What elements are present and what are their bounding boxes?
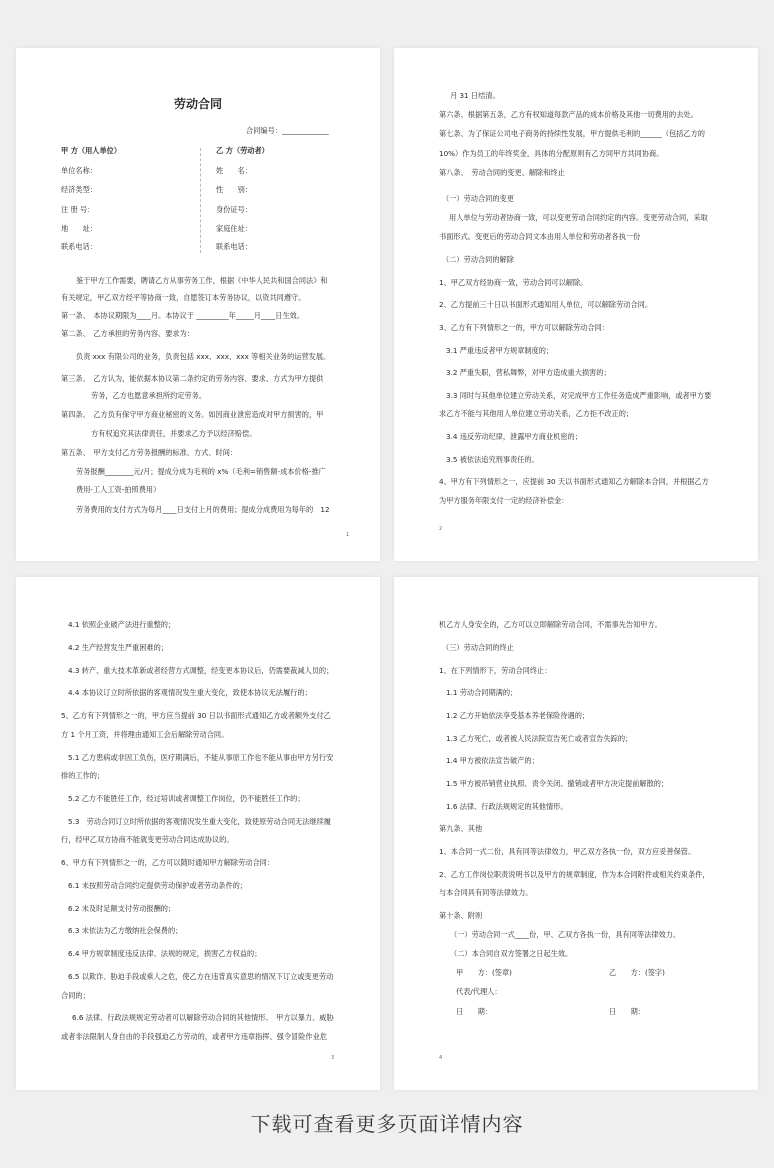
text-line: 6、甲方有下列情形之一的，乙方可以随时通知甲方解除劳动合同：	[61, 858, 275, 867]
text-line: 劳务报酬________元/月；提成分成为毛利的 x%（毛利=销售额-成本价格-推广	[76, 467, 326, 476]
text-line: 经济类型：	[61, 185, 97, 194]
text-line: 第二条、 乙方承担的劳务内容、要求为：	[61, 329, 194, 338]
text-line: 1.2 乙方开始依法享受基本养老保险待遇的；	[446, 711, 590, 720]
text-line: 甲 方（用人单位）	[61, 146, 122, 155]
text-line: 甲 方：(签章)	[456, 968, 512, 977]
text-line: 1.5 甲方被吊销营业执照、责令关闭、撤销或者甲方决定提前解散的；	[446, 779, 669, 788]
text-line: 乙 方（劳动者）	[216, 146, 269, 155]
text-line: 3、乙方有下列情形之一的，甲方可以解除劳动合同：	[439, 323, 609, 332]
text-line: 机乙方人身安全的，乙方可以立即解除劳动合同，不需事先告知甲方。	[439, 620, 662, 629]
text-line: 合同的；	[61, 991, 90, 1000]
text-line: 1.4 甲方被依法宣告破产的；	[446, 756, 539, 765]
text-line: 方有权追究其法律责任，并要求乙方予以经济赔偿。	[91, 429, 257, 438]
text-line: 3.5 被依法追究刑事责任的。	[446, 455, 539, 464]
text-line: 1、本合同一式二份，具有同等法律效力，甲乙双方各执一份，双方应妥善保管。	[439, 847, 696, 856]
text-line: 5.2 乙方不能胜任工作，经过培训或者调整工作岗位，仍不能胜任工作的；	[68, 794, 305, 803]
text-line: 日 期：	[456, 1007, 492, 1016]
text-line: 劳务，乙方也愿意承担所约定劳务。	[91, 391, 207, 400]
text-line: 1.3 乙方死亡，或者被人民法院宣告死亡或者宣告失踪的；	[446, 734, 633, 743]
text-line: 第十条、附则	[439, 911, 483, 920]
text-line: 负责 xxx 有限公司的业务，负责包括 xxx、xxx、xxx 等相关业务的运营发展。	[76, 352, 331, 361]
text-line: 第五条、 甲方支付乙方劳务报酬的标准、方式、时间：	[61, 448, 238, 457]
text-line: 3.1 严重违反者甲方规章制度的；	[446, 346, 554, 355]
text-line: 10%）作为员工的年终奖金，具体的分配原则有乙方同甲方共同协商。	[439, 149, 664, 158]
page-number: 1	[346, 532, 350, 538]
document-page-2	[394, 48, 758, 561]
text-line: 6.2 未及时足额支付劳动报酬的；	[68, 904, 176, 913]
text-line: 6.6 法律、行政法规规定劳动者可以解除劳动合同的其他情形。 甲方以暴力、威胁	[72, 1013, 334, 1022]
text-line: 乙 方：(签字)	[609, 968, 665, 977]
text-line: 3.2 严重失职，营私舞弊，对甲方造成重大损害的；	[446, 368, 611, 377]
text-line: 4.4 本协议订立时所依据的客观情况发生重大变化，致使本协议无法履行的；	[68, 688, 312, 697]
text-line: （三）劳动合同的终止	[442, 643, 514, 652]
text-line: 地 址：	[61, 224, 97, 233]
text-line: 第七条、为了保证公司电子商务的持续性发展，甲方提供毛利的______（包括乙方的	[439, 129, 705, 138]
text-line: 4、甲方有下列情形之一，应提前 30 天以书面形式通知乙方解除本合同，并根据乙方	[439, 477, 709, 486]
text-line: 日 期：	[609, 1007, 645, 1016]
text-line: 联系电话：	[216, 242, 252, 251]
party-divider	[200, 148, 201, 253]
text-line: （一）劳动合同一式____份，甲、乙双方各执一份，具有同等法律效力。	[450, 930, 681, 939]
text-line: 6.4 甲方规章制度违反法律、法规的规定，损害乙方权益的；	[68, 949, 262, 958]
text-line: 第六条、根据第五条，乙方有权知道每款产品的成本价格及其他一切费用的去处。	[439, 110, 698, 119]
text-line: 与本合同具有同等法律效力。	[439, 888, 533, 897]
text-line: 5、乙方有下列情形之一的，甲方应当提前 30 日以书面形式通知乙方或者额外支付乙	[61, 711, 331, 720]
document-page-4	[394, 577, 758, 1090]
text-line: 或者非法限制人身自由的手段强迫乙方劳动的，或者甲方违章指挥、强令冒险作业危	[61, 1032, 327, 1041]
text-line: 5.3 劳动合同订立时所依据的客观情况发生重大变化，致使原劳动合同无法继续履	[68, 817, 331, 826]
text-line: 2、乙方工作岗位职责说明书以及甲方的规章制度，作为本合同附件或相关约束条件，	[439, 870, 710, 879]
text-line: 6.1 未按照劳动合同约定提供劳动保护或者劳动条件的；	[68, 881, 248, 890]
text-line: 1.1 劳动合同期满的；	[446, 688, 518, 697]
text-line: 书面形式。变更后的劳动合同文本由用人单位和劳动者各执一份	[439, 232, 641, 241]
text-line: 第四条、 乙方负有保守甲方商业秘密的义务。如因商业泄密造成对甲方损害的，甲	[61, 410, 324, 419]
text-line: 1、甲乙双方经协商一致，劳动合同可以解除。	[439, 278, 588, 287]
document-page-1	[16, 48, 380, 561]
text-line: 联系电话：	[61, 242, 97, 251]
text-line: 注 册 号：	[61, 205, 95, 214]
text-line: 4.2 生产经营发生严重困难的；	[68, 643, 168, 652]
text-line: 第一条、 本协议期限为____月。本协议于 _________年_____月____日生效。	[61, 311, 305, 320]
text-line: 3.4 违反劳动纪律，泄露甲方商业机密的；	[446, 432, 582, 441]
text-line: 有关规定，甲乙双方经平等协商一致，自愿签订本劳务协议，以资共同遵守。	[61, 293, 306, 302]
text-line: 6.3 未依法为乙方缴纳社会保费的；	[68, 926, 183, 935]
text-line: 单位名称：	[61, 166, 97, 175]
text-line: 月 31 日结清。	[450, 91, 500, 100]
text-line: 求乙方不能与其他用人单位建立劳动关系，乙方拒不改正的；	[439, 409, 634, 418]
page-number: 4	[439, 1055, 443, 1061]
text-line: 为甲方服务年限支付一定的经济补偿金：	[439, 496, 569, 505]
text-line: 4.1 依照企业破产法进行重整的；	[68, 620, 176, 629]
text-line: 2、乙方提前三十日以书面形式通知用人单位，可以解除劳动合同。	[439, 300, 653, 309]
text-line: 第三条、 乙方认为，能依据本协议第二条约定的劳务内容、要求、方式为甲方提供	[61, 374, 324, 383]
text-line: 家庭住址：	[216, 224, 252, 233]
text-line: 劳务费用的支付方式为每月____日支付上月的费用；提成分成费用为每年的 12	[76, 505, 330, 514]
text-line: 3.3 同时与其他单位建立劳动关系，对完成甲方工作任务造成严重影响，或者甲方要	[446, 391, 712, 400]
text-line: （一）劳动合同的变更	[442, 194, 514, 203]
text-line: 1、在下列情形下，劳动合同终止：	[439, 666, 552, 675]
text-line: 5.1 乙方患病或非因工负伤，医疗期满后，不能从事原工作也不能从事由甲方另行安	[68, 753, 334, 762]
text-line: （二）本合同自双方签署之日起生效。	[450, 949, 573, 958]
text-line: 代表/代理人：	[456, 987, 502, 996]
text-line: 方 1 个月工资，并将理由通知工会后解除劳动合同。	[61, 730, 229, 739]
text-line: 鉴于甲方工作需要，聘请乙方从事劳务工作，根据《中华人民共和国合同法》和	[76, 276, 328, 285]
text-line: 4.3 转产、重大技术革新或者经营方式调整，经变更本协议后，仍需要裁减人员的；	[68, 666, 334, 675]
document-title: 劳动合同	[173, 97, 222, 111]
download-more-hint: 下载可查看更多页面详情内容	[250, 1112, 524, 1136]
text-line: 第八条、 劳动合同的变更、解除和终止	[439, 168, 565, 177]
text-line: 费用-工人工资-拍照费用）	[76, 485, 161, 494]
document-page-3	[16, 577, 380, 1090]
page-number: 3	[331, 1055, 335, 1061]
text-line: 姓 名：	[216, 166, 252, 175]
text-line: 身份证号：	[216, 205, 252, 214]
text-line: 用人单位与劳动者协商一致，可以变更劳动合同约定的内容。变更劳动合同，采取	[449, 213, 708, 222]
text-line: 行，经甲乙双方协商不能就变更劳动合同达成协议的。	[61, 835, 234, 844]
text-line: （二）劳动合同的解除	[442, 255, 514, 264]
text-line: 合同编号：_____________	[246, 126, 329, 135]
page-number: 2	[439, 526, 443, 532]
text-line: 6.5 以欺诈、胁迫手段或乘人之危，使乙方在违背真实意思的情况下订立或变更劳动	[68, 972, 334, 981]
text-line: 第九条、其他	[439, 824, 483, 833]
text-line: 1.6 法律、行政法规规定的其他情形。	[446, 802, 568, 811]
text-line: 性 别：	[216, 185, 252, 194]
text-line: 排的工作的；	[61, 771, 105, 780]
